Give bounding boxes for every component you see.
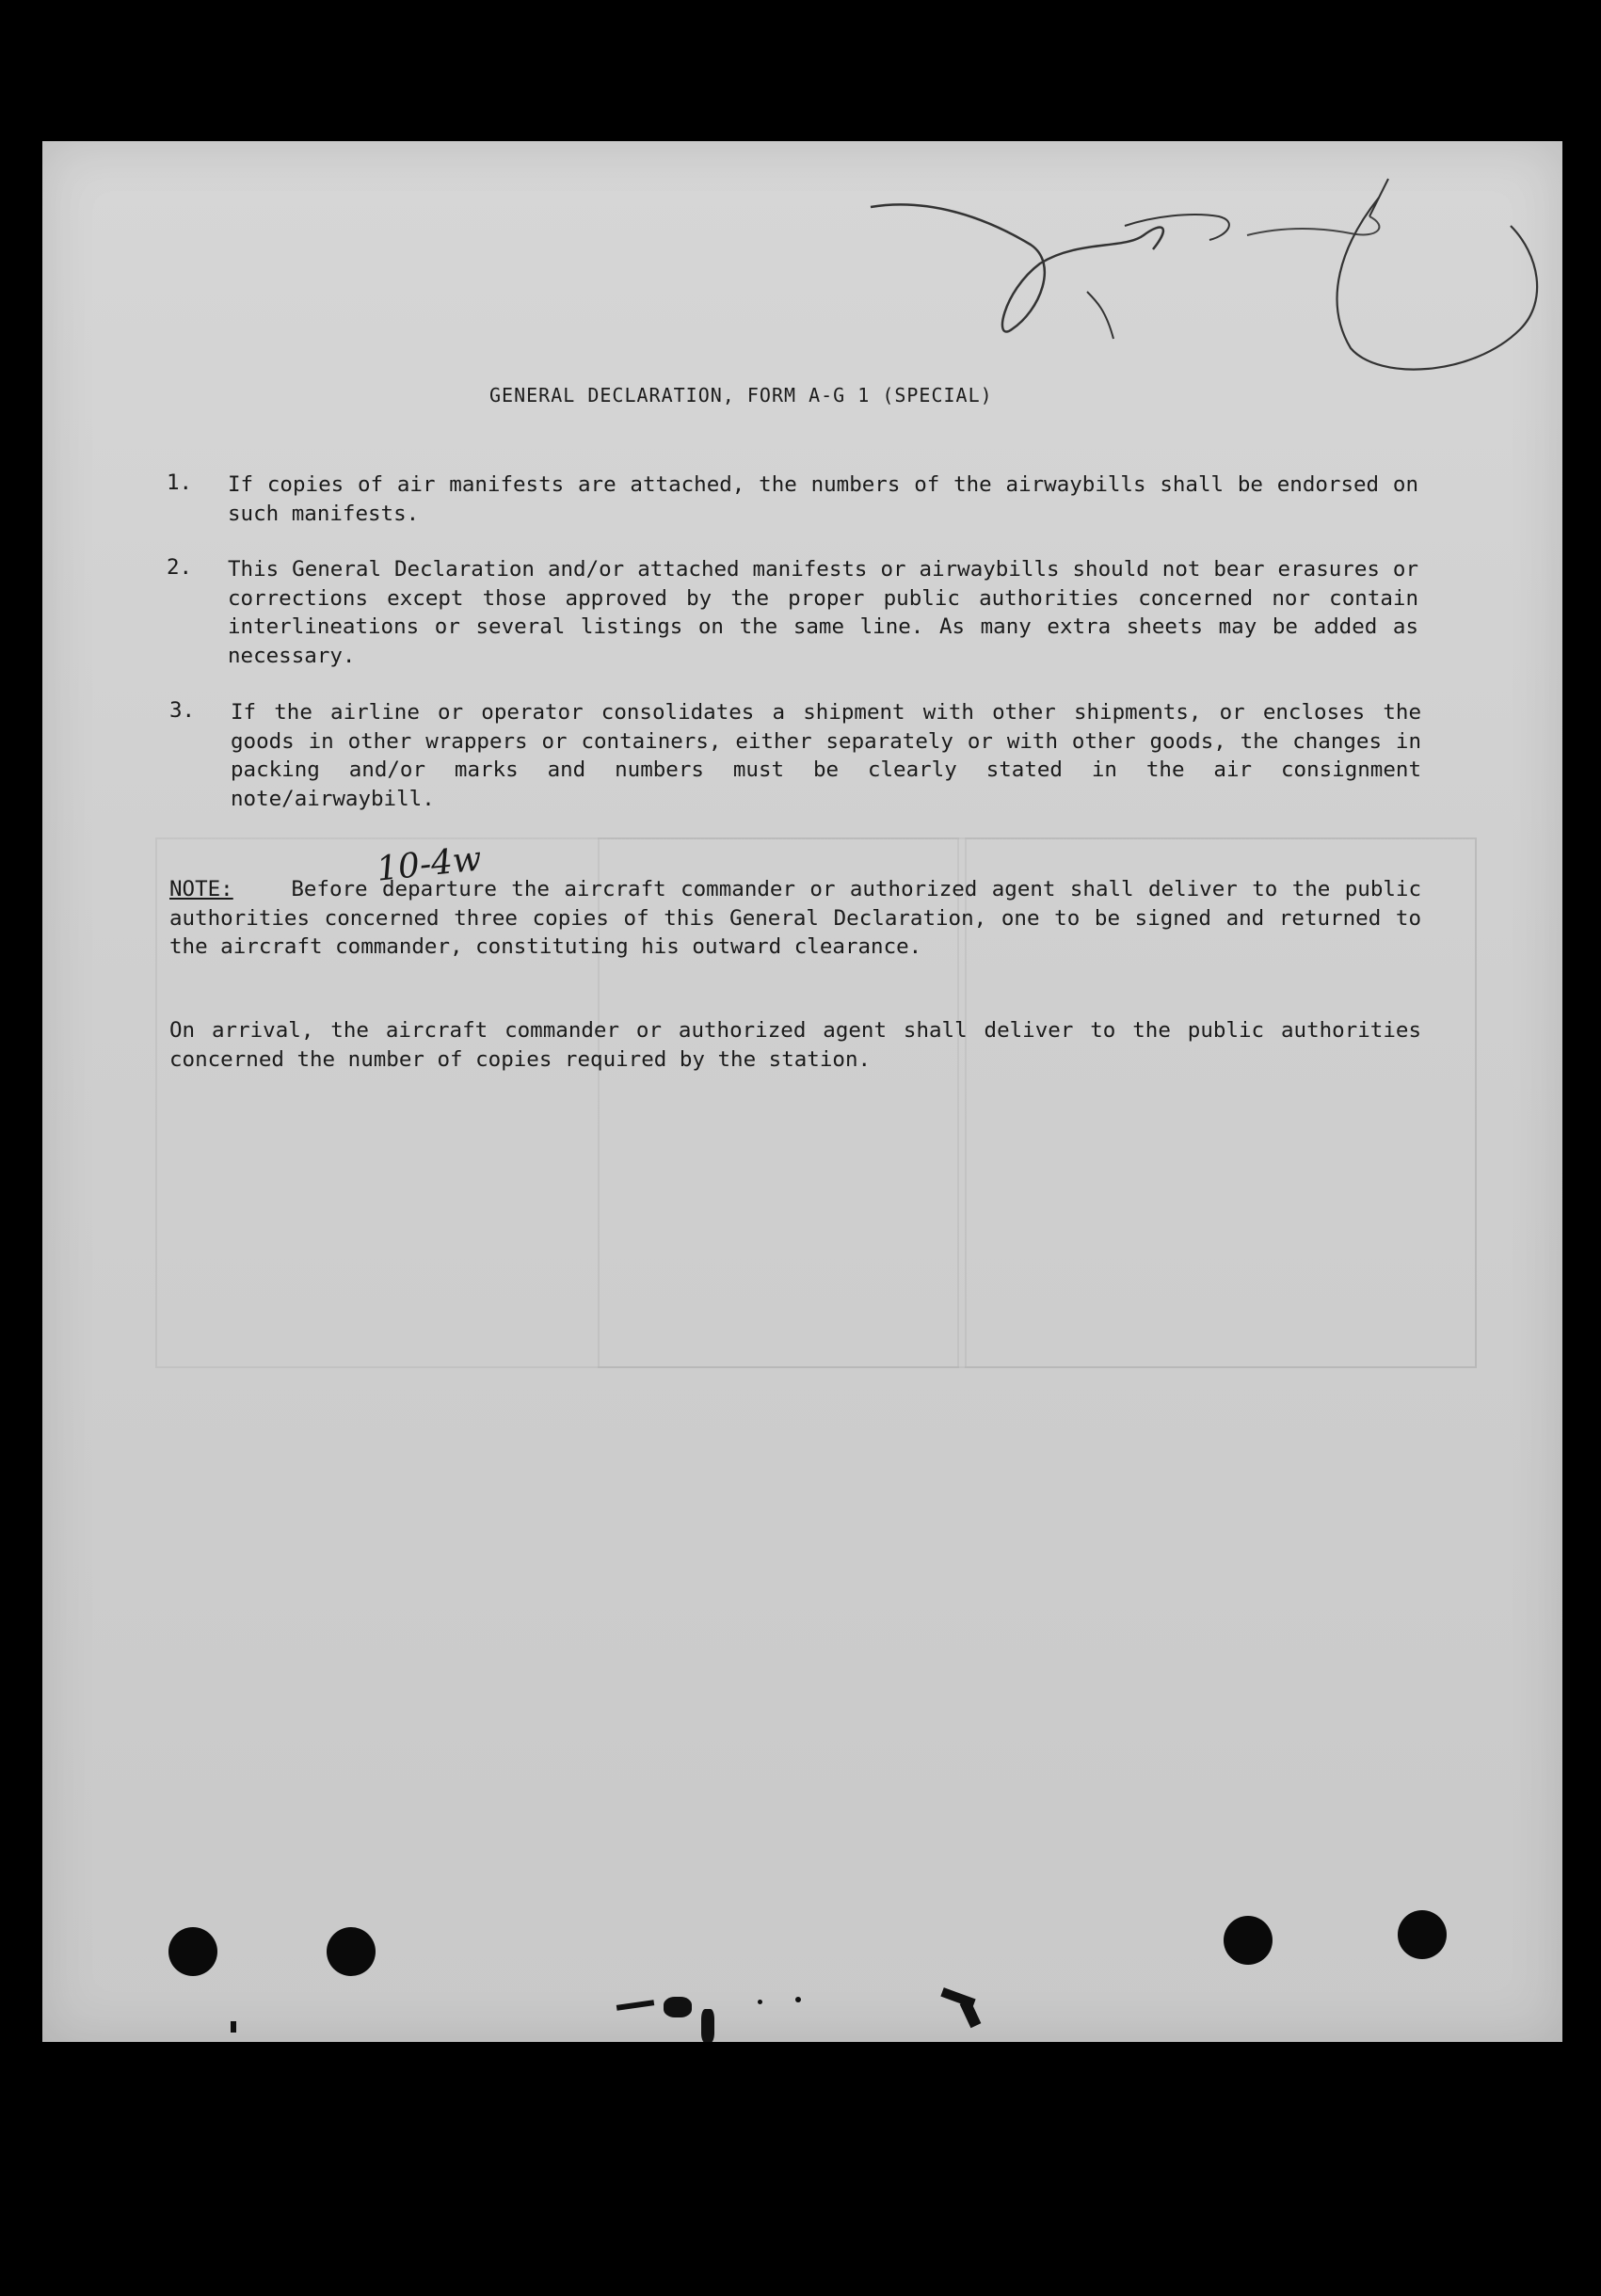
damage-speck — [795, 1997, 801, 2002]
damage-speck — [701, 2009, 714, 2042]
handwritten-annotation: 10-4w — [375, 839, 484, 889]
instruction-paragraph: If the airline or operator consolidates a shipment with other shipments, or encloses the goods in other wrappers or containers, either separately or with other goods, the changes in packing and/or marks and numbers must be clearly stated in the air consignment note/airwaybill. — [231, 700, 1421, 811]
signature-scribble — [814, 160, 1562, 386]
item-number: 1. — [167, 470, 193, 495]
damage-speck — [758, 2000, 762, 2004]
damage-speck — [960, 2000, 982, 2028]
punch-hole — [1224, 1916, 1273, 1965]
arrival-paragraph: On arrival, the aircraft commander or authorized agent shall deliver to the public authorities concerned the number of copies required by the station. — [169, 1018, 1421, 1072]
note-text: Before departure the aircraft commander or authorized agent shall deliver to the public authorities concerned three copies of this General Declaration, one to be signed and returned to the aircraft commander, constituting his outward clearance. — [169, 877, 1421, 959]
note-label: NOTE: — [169, 877, 233, 901]
item-number: 3. — [169, 698, 196, 723]
punch-hole — [1398, 1910, 1447, 1959]
damage-speck — [616, 2000, 654, 2011]
note-paragraph — [169, 875, 1421, 962]
damage-speck — [664, 1997, 692, 2017]
punch-hole — [327, 1927, 376, 1976]
punch-hole — [168, 1927, 217, 1976]
instruction-paragraph: This General Declaration and/or attached manifests or airwaybills should not bear erasures or corrections except those approved by the proper public authorities concerned nor contain interlineations or several listings on the same line. As many extra sheets may be added as necessary. — [228, 557, 1418, 668]
scanned-document-page — [42, 141, 1562, 2042]
instruction-paragraph: If copies of air manifests are attached, the numbers of the airwaybills shall be endorsed on such manifests. — [228, 472, 1418, 526]
item-number: 2. — [167, 555, 193, 580]
document-title: GENERAL DECLARATION, FORM A-G 1 (SPECIAL) — [489, 384, 993, 407]
damage-speck — [231, 2021, 236, 2033]
note-spacer — [233, 877, 292, 901]
